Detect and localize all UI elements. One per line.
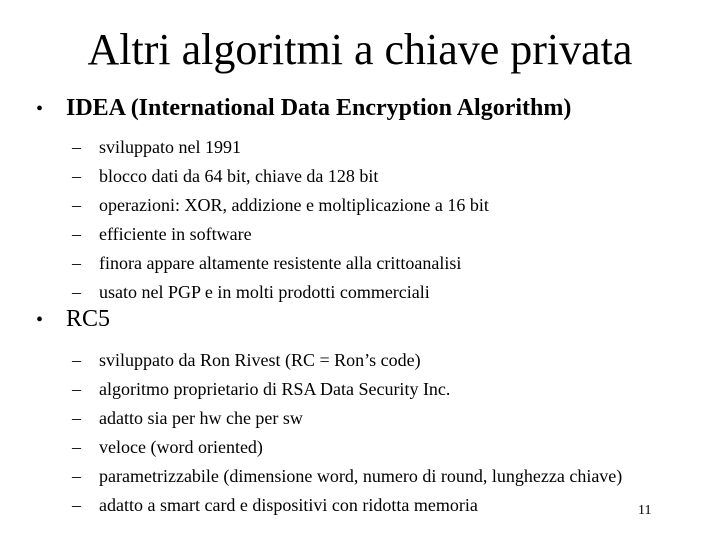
list-item <box>72 462 706 491</box>
page-number: 11 <box>638 503 652 518</box>
dash-icon: – <box>72 253 81 273</box>
list-item-text: operazioni: XOR, addizione e moltiplicazione a 16 bit <box>99 195 489 215</box>
bullet-icon: • <box>36 309 44 331</box>
section-rc5 <box>36 304 706 520</box>
bullet-heading-rc5 <box>36 304 706 335</box>
list-item <box>72 433 706 462</box>
list-item-text: efficiente in software <box>99 224 252 244</box>
dash-icon: – <box>72 379 81 399</box>
dash-icon: – <box>72 224 81 244</box>
list-item-text: sviluppato nel 1991 <box>99 137 241 157</box>
list-item-text: usato nel PGP e in molti prodotti commerciali <box>99 282 430 302</box>
list-item <box>72 346 706 375</box>
rc5-sub-list <box>72 346 706 520</box>
list-item <box>72 249 706 278</box>
list-item <box>72 491 706 520</box>
section-idea <box>36 93 706 307</box>
bullet-heading-idea <box>36 93 706 124</box>
list-item <box>72 220 706 249</box>
list-item-text: algoritmo proprietario di RSA Data Security Inc. <box>99 379 451 399</box>
dash-icon: – <box>72 495 81 515</box>
heading-text: IDEA (International Data Encryption Algorithm) <box>66 95 572 121</box>
dash-icon: – <box>72 350 81 370</box>
list-item-text: veloce (word oriented) <box>99 437 263 457</box>
dash-icon: – <box>72 466 81 486</box>
bullet-icon: • <box>36 98 44 120</box>
list-item <box>72 162 706 191</box>
dash-icon: – <box>72 408 81 428</box>
list-item-text: adatto a smart card e dispositivi con ridotta memoria <box>99 495 478 515</box>
dash-icon: – <box>72 437 81 457</box>
list-item-text: adatto sia per hw che per sw <box>99 408 303 428</box>
list-item <box>72 278 706 307</box>
list-item <box>72 133 706 162</box>
dash-icon: – <box>72 282 81 302</box>
list-item <box>72 191 706 220</box>
list-item <box>72 404 706 433</box>
list-item-text: finora appare altamente resistente alla crittoanalisi <box>99 253 462 273</box>
list-item-text: sviluppato da Ron Rivest (RC = Ron’s code) <box>99 350 421 370</box>
slide-title: Altri algoritmi a chiave privata <box>87 25 633 74</box>
heading-text: RC5 <box>66 306 111 332</box>
list-item-text: parametrizzabile (dimensione word, numero di round, lunghezza chiave) <box>99 466 623 486</box>
idea-sub-list <box>72 133 706 307</box>
list-item <box>72 375 706 404</box>
list-item-text: blocco dati da 64 bit, chiave da 128 bit <box>99 166 379 186</box>
dash-icon: – <box>72 195 81 215</box>
dash-icon: – <box>72 137 81 157</box>
dash-icon: – <box>72 166 81 186</box>
